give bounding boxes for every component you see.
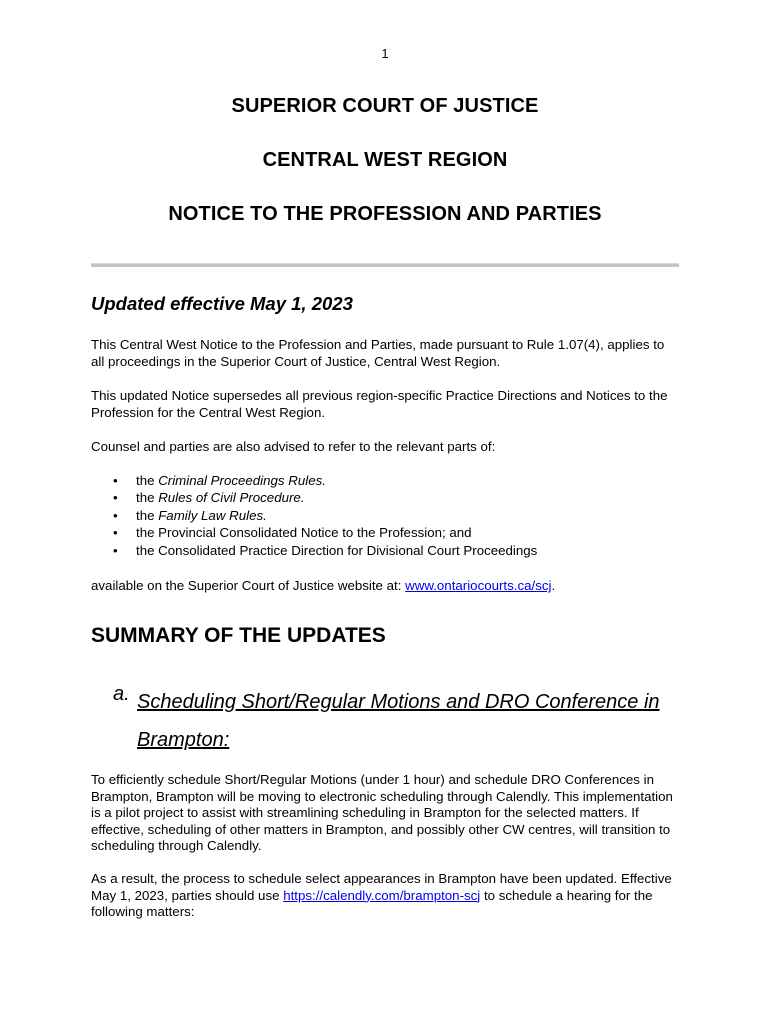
list-item-prefix: the (136, 490, 159, 506)
list-item-prefix: the (136, 473, 159, 488)
list-item-title: Family Law Rules. (158, 507, 267, 523)
website-text: available on the Superior Court of Justice website at: (91, 578, 406, 593)
list-item-text: the Provincial Consolidated Notice to the Profession; and (136, 525, 472, 541)
updated-heading: Updated effective May 1, 2023 (91, 293, 353, 314)
list-item (91, 542, 537, 559)
bullet-icon: • (113, 542, 118, 558)
bullet-icon: • (113, 507, 118, 523)
header-divider (91, 263, 679, 267)
list-item-title: Rules of Civil Procedure. (158, 490, 305, 506)
notice-title: NOTICE TO THE PROFESSION AND PARTIES (168, 203, 602, 225)
section-title: Scheduling Short/Regular Motions and DRO Conference in Brampton: (137, 691, 660, 751)
intro-paragraph: This Central West Notice to the Profession and Parties, made pursuant to Rule 1.07(4), applies to all proceedings in the Superior Court of Justice, Central West Region. (91, 337, 665, 369)
region-title: CENTRAL WEST REGION (262, 149, 508, 171)
list-item (91, 489, 537, 506)
reference-list (91, 472, 537, 559)
page-number: 1 (381, 46, 389, 61)
schedule-text-end: to schedule a hearing for the following matters: (91, 887, 653, 920)
summary-heading: SUMMARY OF THE UPDATES (91, 624, 386, 647)
list-item-text: the Consolidated Practice Direction for Divisional Court Proceedings (136, 542, 538, 558)
website-period: . (551, 578, 556, 593)
schedule-paragraph (91, 871, 681, 921)
list-item (91, 472, 537, 489)
schedule-text: As a result, the process to schedule select appearances in Brampton have been updated. Effective May 1, 2023, parties should use (91, 871, 672, 903)
advised-paragraph: Counsel and parties are also advised to refer to the relevant parts of: (91, 439, 496, 454)
list-item-title: Criminal Proceedings Rules. (158, 473, 326, 488)
court-title: SUPERIOR COURT OF JUSTICE (231, 95, 539, 117)
list-item-prefix: the (136, 507, 159, 523)
calendly-link[interactable]: https://calendly.com/brampton-scj (283, 887, 481, 903)
list-item (91, 507, 537, 524)
calendly-paragraph: To efficiently schedule Short/Regular Motions (under 1 hour) and schedule DRO Conferences in Brampton, Brampton will be moving to electronic scheduling through Calendly. This implementation is a pilot project to assist with streamlining scheduling in Brampton for the selected matters. If effective, scheduling of other matters in Brampton, and possibly other CW centres, will transition to scheduling through Calendly. (91, 772, 673, 854)
supersedes-paragraph: This updated Notice supersedes all previous region-specific Practice Directions and Notices to the Profession for the Central West Region. (91, 388, 668, 420)
bullet-icon: • (113, 473, 118, 488)
list-item (91, 524, 537, 541)
bullet-icon: • (113, 490, 118, 506)
bullet-icon: • (113, 525, 118, 541)
court-website-link[interactable]: www.ontariocourts.ca/scj (405, 578, 552, 593)
section-letter: a. (113, 683, 130, 705)
website-paragraph (91, 577, 681, 594)
